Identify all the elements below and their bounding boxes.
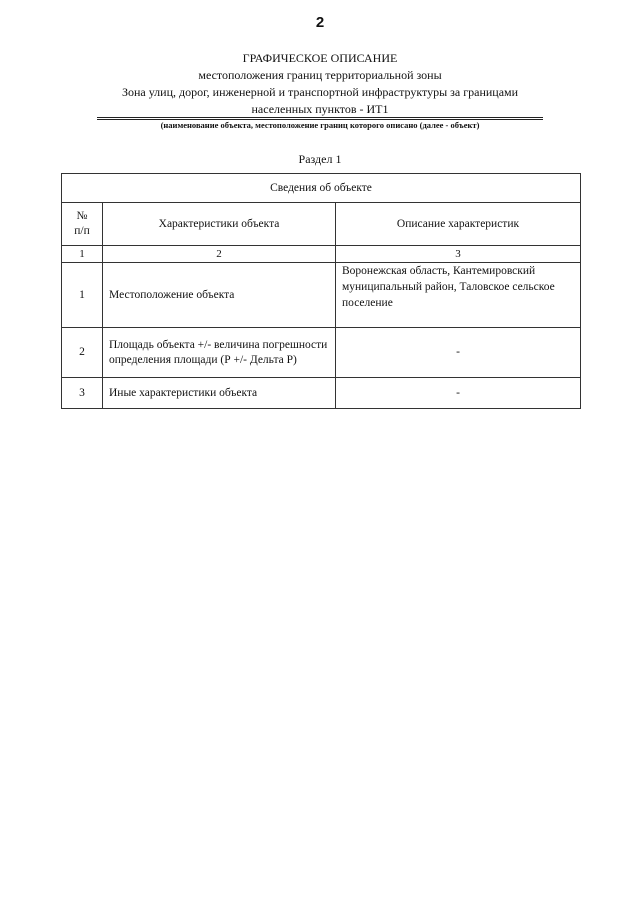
page-number: 2: [315, 14, 325, 31]
header-subtitle: местоположения границ территориальной зоны: [198, 68, 442, 82]
table-header-row: [62, 203, 581, 246]
row-num: 3: [62, 378, 103, 409]
document-header: [0, 50, 640, 118]
header-description: Описание характеристик: [336, 203, 581, 246]
table-caption-row: [62, 174, 581, 203]
row-num: 2: [62, 328, 103, 378]
section-label: Раздел 1: [298, 152, 342, 166]
header-zone-name: Зона улиц, дорог, инженерной и транспортной инфраструктуры за границами: [121, 85, 519, 99]
row-description: -: [336, 328, 581, 378]
object-info-table: [61, 173, 581, 409]
row-characteristic: Иные характеристики объекта: [103, 378, 336, 409]
row-num: 1: [62, 263, 103, 328]
table-caption: Сведения об объекте: [62, 174, 581, 203]
header-num-text: № п/п: [74, 210, 90, 237]
row-description: Воронежская область, Кантемировский муниципальный район, Таловское сельское поселение: [336, 263, 581, 328]
row-characteristic: Площадь объекта +/- величина погрешности определения площади (Р +/- Дельта Р): [103, 328, 336, 378]
header-zone-code: населенных пунктов - ИТ1: [251, 102, 389, 116]
table-row: [62, 328, 581, 378]
column-number-2: 2: [103, 246, 336, 263]
table-row: [62, 263, 581, 328]
column-number-1: 1: [62, 246, 103, 263]
header-title: ГРАФИЧЕСКОЕ ОПИСАНИЕ: [242, 51, 398, 65]
table-row: [62, 378, 581, 409]
column-number-row: [62, 246, 581, 263]
row-characteristic: Местоположение объекта: [103, 263, 336, 328]
header-num: [62, 203, 103, 246]
row-description: -: [336, 378, 581, 409]
header-characteristic: Характеристики объекта: [103, 203, 336, 246]
object-caption: (наименование объекта, местоположение границ которого описано (далее - объект): [160, 120, 480, 130]
column-number-3: 3: [336, 246, 581, 263]
title-underline: [97, 117, 543, 118]
